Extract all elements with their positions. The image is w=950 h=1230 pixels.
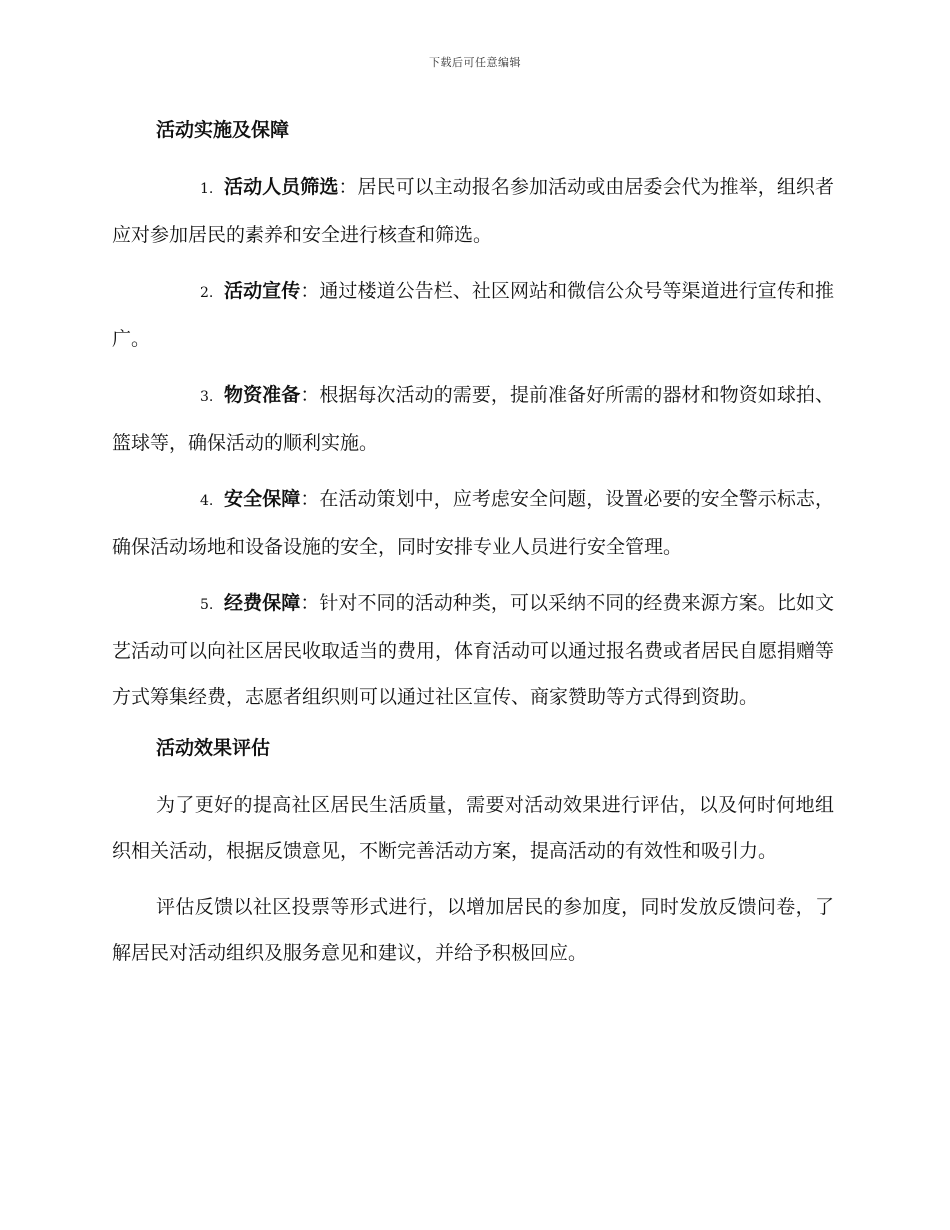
item-text: 根据每次活动的需要，提前准备好所需的器材和物资如球拍、篮球等，确保活动的顺利实施。	[112, 384, 834, 454]
item-text: 居民可以主动报名参加活动或由居委会代为推举，组织者应对参加居民的素养和安全进行核查和筛选。	[112, 176, 834, 246]
item-number: 5.	[200, 597, 214, 613]
item-number: 2.	[200, 285, 214, 301]
paragraph: 为了更好的提高社区居民生活质量，需要对活动效果进行评估，以及何时何地组织相关活动，根据反馈意见，不断完善活动方案，提高活动的有效性和吸引力。	[112, 794, 834, 862]
item-separator: ：	[300, 280, 320, 302]
item-separator: ：	[300, 592, 320, 614]
list-item	[112, 372, 834, 466]
item-title: 活动人员筛选	[224, 176, 339, 198]
item-title: 经费保障	[224, 592, 301, 614]
item-number: 3.	[200, 389, 214, 405]
item-separator: ：	[300, 488, 320, 510]
item-number: 1.	[200, 181, 214, 197]
item-text: 通过楼道公告栏、社区网站和微信公众号等渠道进行宣传和推广。	[112, 280, 834, 350]
section-heading-implementation: 活动实施及保障	[156, 119, 290, 141]
item-text: 在活动策划中，应考虑安全问题，设置必要的安全警示标志，确保活动场地和设备设施的安全，同时安排专业人员进行安全管理。	[112, 488, 834, 558]
document-content	[112, 112, 834, 986]
item-title: 安全保障	[224, 488, 301, 510]
item-number: 4.	[200, 493, 214, 509]
list-item	[112, 268, 834, 362]
list-item	[112, 580, 834, 720]
item-title: 物资准备	[224, 384, 301, 406]
paragraph: 评估反馈以社区投票等形式进行，以增加居民的参加度，同时发放反馈问卷，了解居民对活动组织及服务意见和建议，并给予积极回应。	[112, 896, 834, 964]
list-item	[112, 164, 834, 258]
item-text: 针对不同的活动种类，可以采纳不同的经费来源方案。比如文艺活动可以向社区居民收取适当的费用，体育活动可以通过报名费或者居民自愿捐赠等方式筹集经费，志愿者组织则可以通过社区宣传、商家赞助等方式得到资助。	[112, 592, 835, 708]
item-separator: ：	[338, 176, 358, 198]
item-title: 活动宣传	[224, 280, 301, 302]
list-item	[112, 476, 834, 570]
item-separator: ：	[300, 384, 320, 406]
header-note: 下载后可任意编辑	[429, 56, 521, 69]
section-heading-evaluation: 活动效果评估	[156, 737, 271, 759]
